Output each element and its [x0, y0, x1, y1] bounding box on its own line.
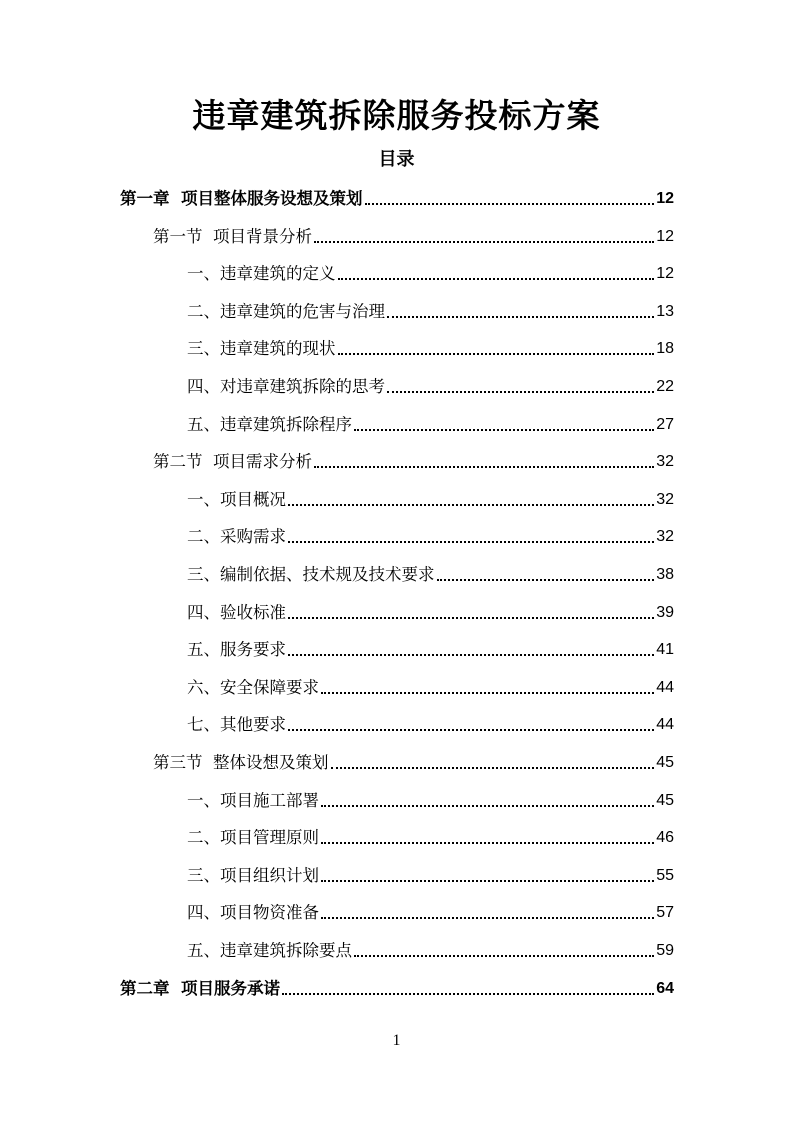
toc-entry-label: 第二章 项目服务承诺 — [120, 978, 280, 998]
toc-dot-leader — [288, 541, 654, 543]
toc-entry-label: 一、违章建筑的定义 — [187, 264, 336, 284]
toc-subsection-entry[interactable] — [187, 518, 674, 548]
page-number: 1 — [392, 1032, 401, 1049]
toc-subsection-entry[interactable] — [187, 255, 674, 285]
toc-dot-leader — [387, 391, 654, 393]
toc-entry-label: 七、其他要求 — [187, 715, 286, 735]
toc-entry-label: 第一章 项目整体服务设想及策划 — [120, 189, 363, 208]
toc-entry-page: 32 — [656, 528, 674, 546]
toc-subsection-entry[interactable] — [187, 706, 674, 736]
toc-dot-leader — [338, 278, 655, 280]
toc-chapter-entry[interactable] — [120, 180, 674, 210]
toc-entry-page: 55 — [656, 866, 674, 884]
toc-dot-leader — [321, 692, 654, 694]
toc-subsection-entry[interactable] — [187, 894, 674, 924]
toc-subsection-entry[interactable] — [187, 932, 674, 962]
toc-entry-page: 18 — [656, 340, 674, 358]
toc-entry-page: 41 — [656, 641, 674, 659]
toc-entry-label: 四、验收标准 — [187, 602, 286, 622]
toc-entry-page: 46 — [656, 829, 674, 847]
toc-entry-label: 一、项目概况 — [187, 489, 286, 509]
toc-entry-page: 59 — [656, 942, 674, 959]
toc-entry-label: 三、编制依据、技术规及技术要求 — [187, 565, 435, 584]
toc-dot-leader — [354, 429, 654, 431]
toc-chapter-entry[interactable] — [120, 970, 674, 1000]
toc-dot-leader — [288, 729, 654, 731]
toc-section-entry[interactable] — [153, 744, 674, 774]
toc-dot-leader — [321, 880, 654, 882]
toc-section-entry[interactable] — [153, 218, 674, 248]
toc-entry-label: 五、违章建筑拆除要点 — [187, 941, 352, 960]
toc-dot-leader — [288, 654, 654, 656]
toc-subsection-entry[interactable] — [187, 481, 674, 511]
toc-entry-page: 13 — [656, 302, 674, 320]
toc-entry-page: 12 — [656, 265, 674, 283]
toc-subsection-entry[interactable] — [187, 782, 674, 812]
toc-section-entry[interactable] — [153, 443, 674, 473]
toc-dot-leader — [314, 466, 654, 468]
toc-subsection-entry[interactable] — [187, 293, 674, 323]
toc-entry-page: 32 — [656, 490, 674, 508]
toc-entry-label: 四、项目物资准备 — [187, 903, 319, 923]
toc-dot-leader — [321, 805, 654, 807]
toc-entry-label: 一、项目施工部署 — [187, 790, 319, 810]
toc-entry-label: 二、违章建筑的危害与治理 — [187, 301, 385, 321]
toc-subsection-entry[interactable] — [187, 669, 674, 699]
toc-subsection-entry[interactable] — [187, 406, 674, 436]
toc-dot-leader — [288, 617, 654, 619]
toc-dot-leader — [437, 579, 655, 581]
toc-entry-page: 38 — [656, 566, 674, 583]
toc-subsection-entry[interactable] — [187, 368, 674, 398]
document-title: 违章建筑拆除服务投标方案 — [192, 96, 601, 135]
toc-entry-label: 第三节 整体设想及策划 — [153, 753, 329, 772]
toc-entry-label: 二、采购需求 — [187, 527, 286, 547]
toc-dot-leader — [288, 504, 654, 506]
toc-heading: 目录 — [378, 149, 415, 170]
toc-entry-label: 三、项目组织计划 — [187, 865, 319, 885]
toc-entry-label: 第二节 项目需求分析 — [153, 452, 312, 472]
toc-entry-page: 12 — [656, 190, 674, 207]
toc-dot-leader — [365, 203, 655, 205]
toc-entry-page: 45 — [656, 754, 674, 771]
toc-entry-label: 五、服务要求 — [187, 640, 286, 660]
toc-subsection-entry[interactable] — [187, 594, 674, 624]
toc-entry-page: 44 — [656, 678, 674, 696]
toc-dot-leader — [331, 767, 655, 769]
toc-entry-page: 64 — [656, 979, 674, 997]
toc-entry-page: 12 — [656, 227, 674, 245]
toc-dot-leader — [354, 955, 654, 957]
toc-subsection-entry[interactable] — [187, 330, 674, 360]
toc-dot-leader — [321, 917, 654, 919]
toc-dot-leader — [387, 316, 654, 318]
toc-entry-page: 57 — [656, 904, 674, 922]
toc-entry-page: 45 — [656, 791, 674, 809]
toc-entry-label: 五、违章建筑拆除程序 — [187, 414, 352, 434]
toc-subsection-entry[interactable] — [187, 631, 674, 661]
toc-entry-page: 44 — [656, 716, 674, 734]
toc-dot-leader — [321, 842, 654, 844]
toc-dot-leader — [314, 241, 654, 243]
toc-subsection-entry[interactable] — [187, 556, 674, 586]
toc-entry-page: 27 — [656, 415, 674, 433]
toc-entry-page: 22 — [656, 378, 674, 395]
toc-entry-label: 二、项目管理原则 — [187, 828, 319, 848]
toc-dot-leader — [338, 353, 655, 355]
toc-entry-label: 三、违章建筑的现状 — [187, 339, 336, 359]
toc-entry-page: 32 — [656, 453, 674, 471]
toc-entry-label: 第一节 项目背景分析 — [153, 226, 312, 246]
toc-entry-label: 六、安全保障要求 — [187, 677, 319, 697]
toc-subsection-entry[interactable] — [187, 857, 674, 887]
toc-entry-label: 四、对违章建筑拆除的思考 — [187, 377, 385, 396]
toc-subsection-entry[interactable] — [187, 819, 674, 849]
toc-dot-leader — [282, 993, 654, 995]
toc-entry-page: 39 — [656, 603, 674, 621]
